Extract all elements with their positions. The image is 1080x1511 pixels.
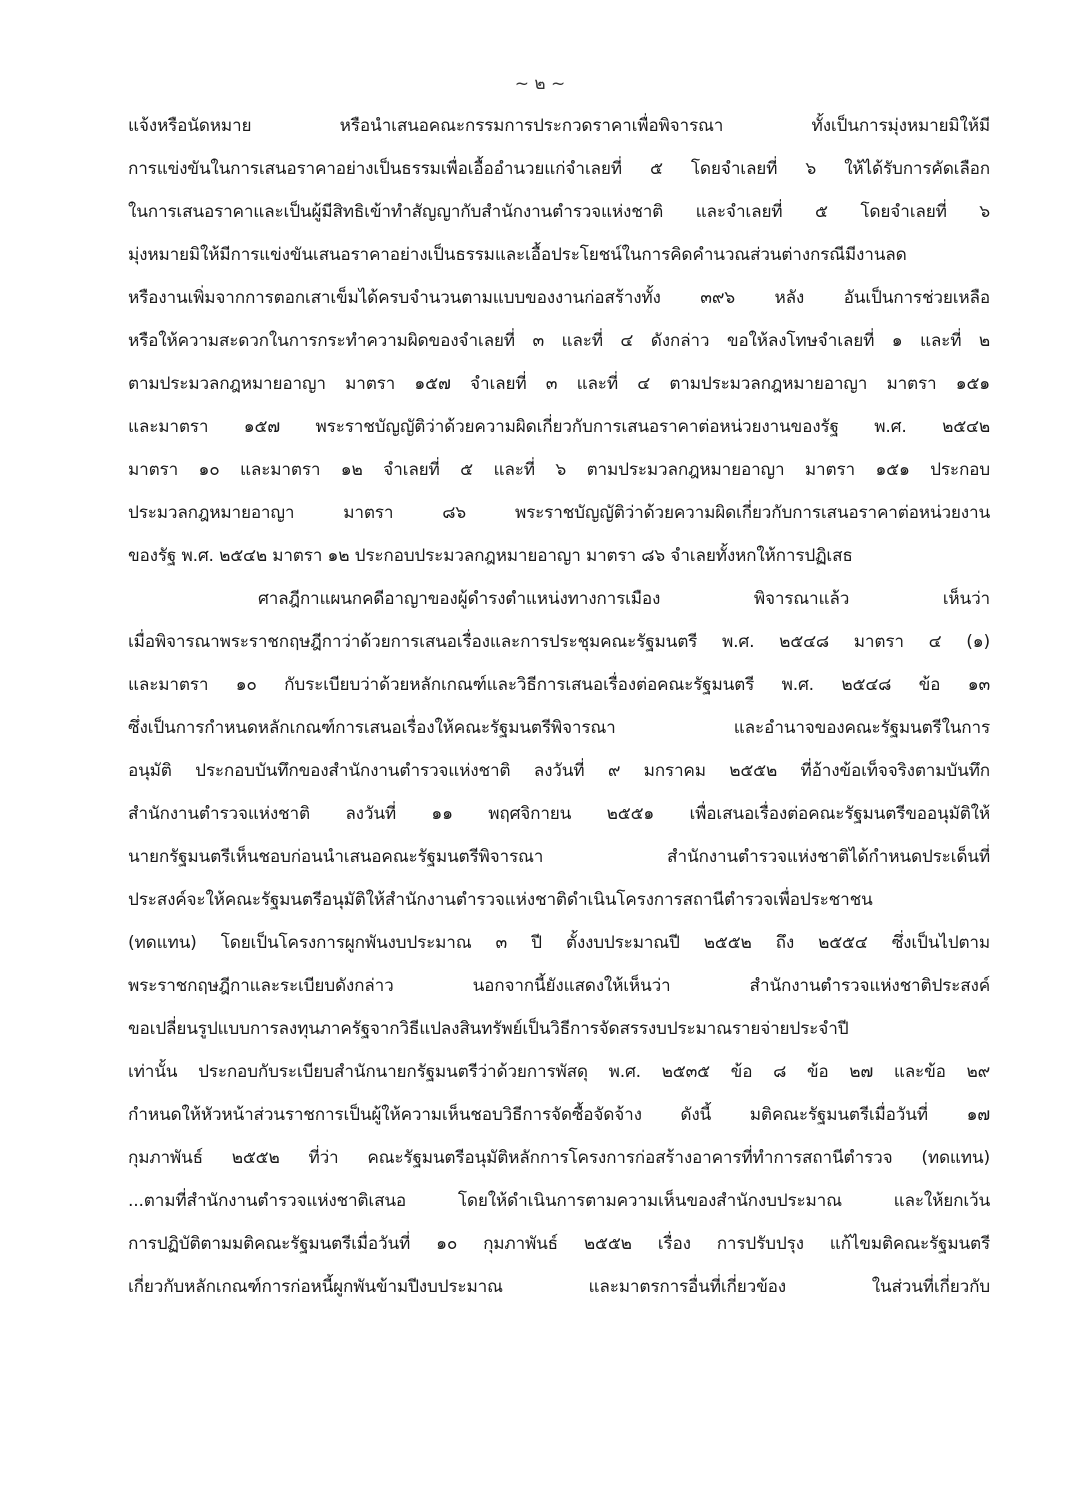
text-line: ขอเปลี่ยนรูปแบบการลงทุนภาครัฐจากวิธีแปลงสินทรัพย์เป็นวิธีการจัดสรรงบประมาณรายจ่ายประจำปี (128, 1019, 849, 1039)
text-line: กำหนดให้หัวหน้าส่วนราชการเป็นผู้ให้ความเห็นชอบวิธีการจัดซื้อจัดจ้าง ดังนี้ มติคณะรัฐมนตรีเมื่อวันที่ ๑๗ (128, 1105, 990, 1125)
text-line: และมาตรา ๑๐ กับระเบียบว่าด้วยหลักเกณฑ์และวิธีการเสนอเรื่องต่อคณะรัฐมนตรี พ.ศ. ๒๕๔๘ ข้อ ๑๓ (128, 675, 990, 695)
text-line: เกี่ยวกับหลักเกณฑ์การก่อหนี้ผูกพันข้ามปีงบประมาณ และมาตรการอื่นที่เกี่ยวข้อง ในส่วนที่เกี่ยวกับ (128, 1277, 990, 1297)
text-line: มาตรา ๑๐ และมาตรา ๑๒ จำเลยที่ ๕ และที่ ๖ ตามประมวลกฎหมายอาญา มาตรา ๑๕๑ ประกอบ (128, 460, 990, 480)
text-line: อนุมัติ ประกอบบันทึกของสำนักงานตำรวจแห่งชาติ ลงวันที่ ๙ มกราคม ๒๕๕๒ ที่อ้างข้อเท็จจริงตามบันทึก (128, 761, 990, 781)
text-line: มุ่งหมายมิให้มีการแข่งขันเสนอราคาอย่างเป็นธรรมและเอื้อประโยชน์ในการคิดคำนวณส่วนต่างกรณีมีงานลด (128, 245, 907, 265)
text-line: การปฏิบัติตามมติคณะรัฐมนตรีเมื่อวันที่ ๑๐ กุมภาพันธ์ ๒๕๕๒ เรื่อง การปรับปรุง แก้ไขมติคณะรัฐมนตรี (128, 1234, 990, 1254)
text-line: กุมภาพันธ์ ๒๕๕๒ ที่ว่า คณะรัฐมนตรีอนุมัติหลักการโครงการก่อสร้างอาคารที่ทำการสถานีตำรวจ (ทดแทน) (128, 1148, 990, 1168)
text-line: เท่านั้น ประกอบกับระเบียบสำนักนายกรัฐมนตรีว่าด้วยการพัสดุ พ.ศ. ๒๕๓๕ ข้อ ๘ ข้อ ๒๗ และข้อ ๒๙ (128, 1062, 990, 1082)
text-line: ตามประมวลกฎหมายอาญา มาตรา ๑๕๗ จำเลยที่ ๓ และที่ ๔ ตามประมวลกฎหมายอาญา มาตรา ๑๕๑ (128, 374, 990, 394)
text-line: นายกรัฐมนตรีเห็นชอบก่อนนำเสนอคณะรัฐมนตรีพิจารณา สำนักงานตำรวจแห่งชาติได้กำหนดประเด็นที่ (128, 847, 990, 867)
text-line: ในการเสนอราคาและเป็นผู้มีสิทธิเข้าทำสัญญากับสำนักงานตำรวจแห่งชาติ และจำเลยที่ ๕ โดยจำเลยที่ ๖ (128, 202, 990, 222)
text-line: สำนักงานตำรวจแห่งชาติ ลงวันที่ ๑๑ พฤศจิกายน ๒๕๕๑ เพื่อเสนอเรื่องต่อคณะรัฐมนตรีขออนุมัติให้ (128, 804, 990, 824)
text-line: หรืองานเพิ่มจากการตอกเสาเข็มได้ครบจำนวนตามแบบของงานก่อสร้างทั้ง ๓๙๖ หลัง อันเป็นการช่วยเหลือ (128, 288, 990, 308)
text-line: และมาตรา ๑๕๗ พระราชบัญญัติว่าด้วยความผิดเกี่ยวกับการเสนอราคาต่อหน่วยงานของรัฐ พ.ศ. ๒๕๔๒ (128, 417, 990, 437)
text-line: ...ตามที่สำนักงานตำรวจแห่งชาติเสนอ โดยให้ดำเนินการตามความเห็นของสำนักงบประมาณ และให้ยกเว้น (128, 1191, 990, 1211)
paragraph-start-line: ศาลฎีกาแผนกคดีอาญาของผู้ดำรงตำแหน่งทางการเมือง พิจารณาแล้ว เห็นว่า (258, 589, 990, 609)
page-number: ~ ๒ ~ (514, 74, 566, 94)
text-line: พระราชกฤษฎีกาและระเบียบดังกล่าว นอกจากนี้ยังแสดงให้เห็นว่า สำนักงานตำรวจแห่งชาติประสงค์ (128, 976, 990, 996)
text-line: การแข่งขันในการเสนอราคาอย่างเป็นธรรมเพื่อเอื้ออำนวยแก่จำเลยที่ ๕ โดยจำเลยที่ ๖ ให้ได้รับการคัดเลือก (128, 159, 990, 179)
text-line: หรือให้ความสะดวกในการกระทำความผิดของจำเลยที่ ๓ และที่ ๔ ดังกล่าว ขอให้ลงโทษจำเลยที่ ๑ และที่ ๒ (128, 331, 990, 351)
text-line: (ทดแทน) โดยเป็นโครงการผูกพันงบประมาณ ๓ ปี ตั้งงบประมาณปี ๒๕๕๒ ถึง ๒๕๕๔ ซึ่งเป็นไปตาม (128, 933, 990, 953)
text-line: ของรัฐ พ.ศ. ๒๕๔๒ มาตรา ๑๒ ประกอบประมวลกฎหมายอาญา มาตรา ๘๖ จำเลยทั้งหกให้การปฏิเสธ (128, 546, 853, 566)
text-line: เมื่อพิจารณาพระราชกฤษฎีกาว่าด้วยการเสนอเรื่องและการประชุมคณะรัฐมนตรี พ.ศ. ๒๕๔๘ มาตรา ๔ (๑) (128, 632, 990, 652)
text-line: แจ้งหรือนัดหมาย หรือนำเสนอคณะกรรมการประกวดราคาเพื่อพิจารณา ทั้งเป็นการมุ่งหมายมิให้มี (128, 116, 990, 136)
text-line: ซึ่งเป็นการกำหนดหลักเกณฑ์การเสนอเรื่องให้คณะรัฐมนตรีพิจารณา และอำนาจของคณะรัฐมนตรีในการ (128, 718, 990, 738)
text-line: ประสงค์จะให้คณะรัฐมนตรีอนุมัติให้สำนักงานตำรวจแห่งชาติดำเนินโครงการสถานีตำรวจเพื่อประชาชน (128, 890, 873, 910)
text-line: ประมวลกฎหมายอาญา มาตรา ๘๖ พระราชบัญญัติว่าด้วยความผิดเกี่ยวกับการเสนอราคาต่อหน่วยงาน (128, 503, 990, 523)
